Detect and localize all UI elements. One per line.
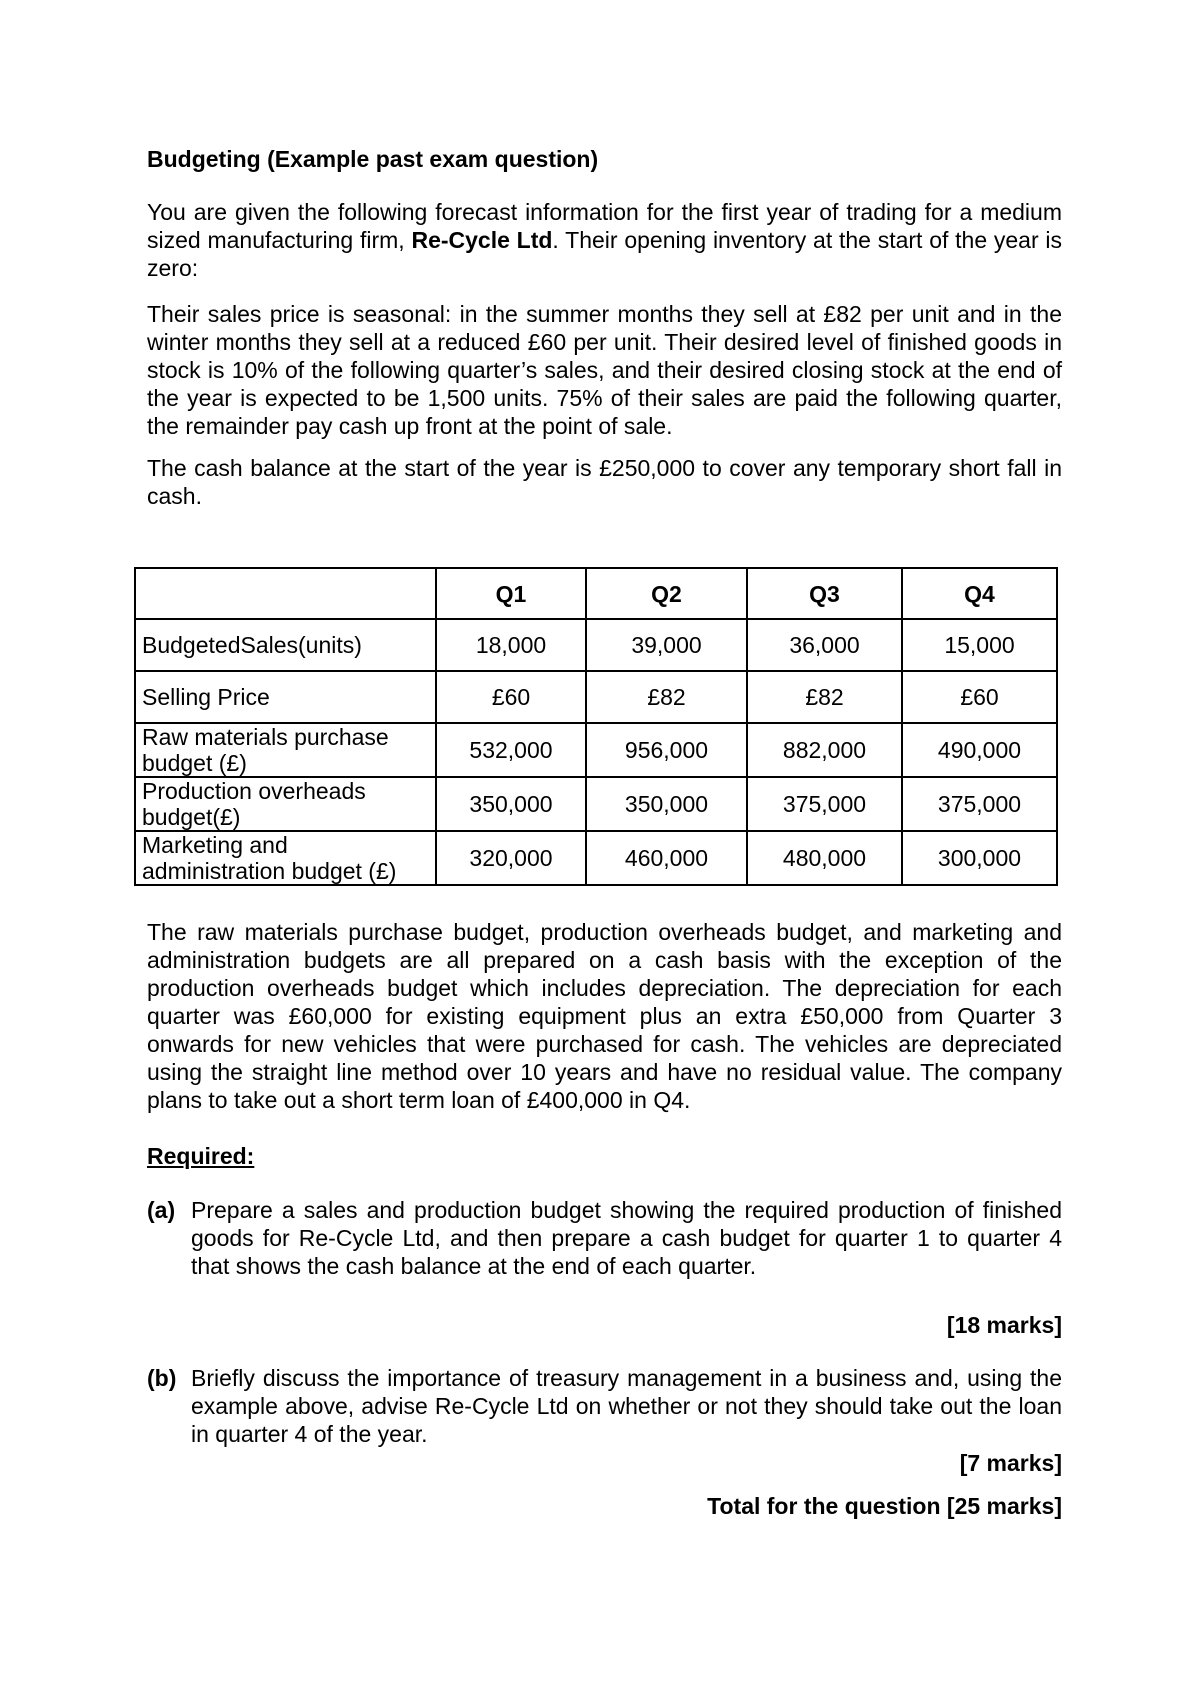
table-cell: £60 [902, 671, 1057, 723]
part-a-text: Prepare a sales and production budget showing the required production of finished goods for Re-Cycle Ltd, and then prepare a cash budget for quarter 1 to quarter 4 that shows the cash balance at the end of each quarter. [191, 1197, 1062, 1279]
intro-text-start: You are given the following forecast information for the first year of trading for a medium sized manufacturing firm, [147, 199, 1062, 253]
table-cell: 320,000 [436, 831, 586, 885]
table-cell: 460,000 [586, 831, 747, 885]
part-b-marks: [7 marks] [959, 1450, 1062, 1476]
table-header-cell: Q2 [586, 568, 747, 619]
table-header-cell: Q3 [747, 568, 902, 619]
intro-text-end: . Their opening inventory at the start of the year is zero: [147, 227, 1063, 281]
cash-balance-paragraph: The cash balance at the start of the year is £250,000 to cover any temporary short fall in cash. [147, 455, 1062, 509]
row-label: BudgetedSales(units) [135, 619, 436, 671]
part-a [147, 1196, 1062, 1280]
table-cell: £60 [436, 671, 586, 723]
row-label: Marketing and administration budget (£) [135, 831, 436, 885]
table-cell: 480,000 [747, 831, 902, 885]
table-header-cell: Q4 [902, 568, 1057, 619]
table-cell: £82 [747, 671, 902, 723]
part-b-label: (b) [147, 1365, 177, 1391]
table-cell: 350,000 [436, 777, 586, 831]
intro-paragraph [147, 198, 1062, 282]
part-b-text: Briefly discuss the importance of treasury management in a business and, using the example above, advise Re-Cycle Ltd on whether or not they should take out the loan in quarter 4 of the year. [191, 1365, 1062, 1447]
table-cell: 15,000 [902, 619, 1057, 671]
table-cell: 882,000 [747, 723, 902, 777]
table-cell: 18,000 [436, 619, 586, 671]
table-cell: 300,000 [902, 831, 1057, 885]
table-cell: 375,000 [747, 777, 902, 831]
table-cell: 375,000 [902, 777, 1057, 831]
table-row [135, 671, 1057, 723]
table-header-row [135, 568, 1057, 619]
row-label: Production overheads budget(£) [135, 777, 436, 831]
table-cell: 532,000 [436, 723, 586, 777]
table-cell: 956,000 [586, 723, 747, 777]
table-row [135, 619, 1057, 671]
table-cell: 36,000 [747, 619, 902, 671]
company-name: Re-Cycle Ltd [411, 227, 553, 253]
table-cell: 490,000 [902, 723, 1057, 777]
part-b [147, 1364, 1062, 1448]
table-row [135, 831, 1057, 885]
table-header-cell [135, 568, 436, 619]
table-cell: £82 [586, 671, 747, 723]
row-label: Selling Price [135, 671, 436, 723]
table-cell: 39,000 [586, 619, 747, 671]
sales-paragraph: Their sales price is seasonal: in the summer months they sell at £82 per unit and in the winter months they sell at a reduced £60 per unit. Their desired level of finished goods in stock is 10% of the following quarter’s sales, and their desired closing stock at the end of the year is expected to be 1,500 units. 75% of their sales are paid the following quarter, the remainder pay cash up front at the point of sale. [147, 301, 1062, 439]
question-title: Budgeting (Example past exam question) [147, 146, 599, 172]
table-header-cell: Q1 [436, 568, 586, 619]
row-label: Raw materials purchase budget (£) [135, 723, 436, 777]
part-a-label: (a) [147, 1197, 176, 1223]
total-marks: Total for the question [25 marks] [707, 1493, 1062, 1519]
table-cell: 350,000 [586, 777, 747, 831]
required-heading: Required: [147, 1143, 255, 1169]
budgets-paragraph: The raw materials purchase budget, production overheads budget, and marketing and administration budgets are all prepared on a cash basis with the exception of the production overheads budget which includes depreciation. The depreciation for each quarter was £60,000 for existing equipment plus an extra £50,000 from Quarter 3 onwards for new vehicles that were purchased for cash. The vehicles are depreciated using the straight line method over 10 years and have no residual value. The company plans to take out a short term loan of £400,000 in Q4. [147, 919, 1062, 1113]
table-row [135, 777, 1057, 831]
budget-table [134, 567, 1058, 886]
part-a-marks: [18 marks] [946, 1312, 1062, 1338]
table-row [135, 723, 1057, 777]
